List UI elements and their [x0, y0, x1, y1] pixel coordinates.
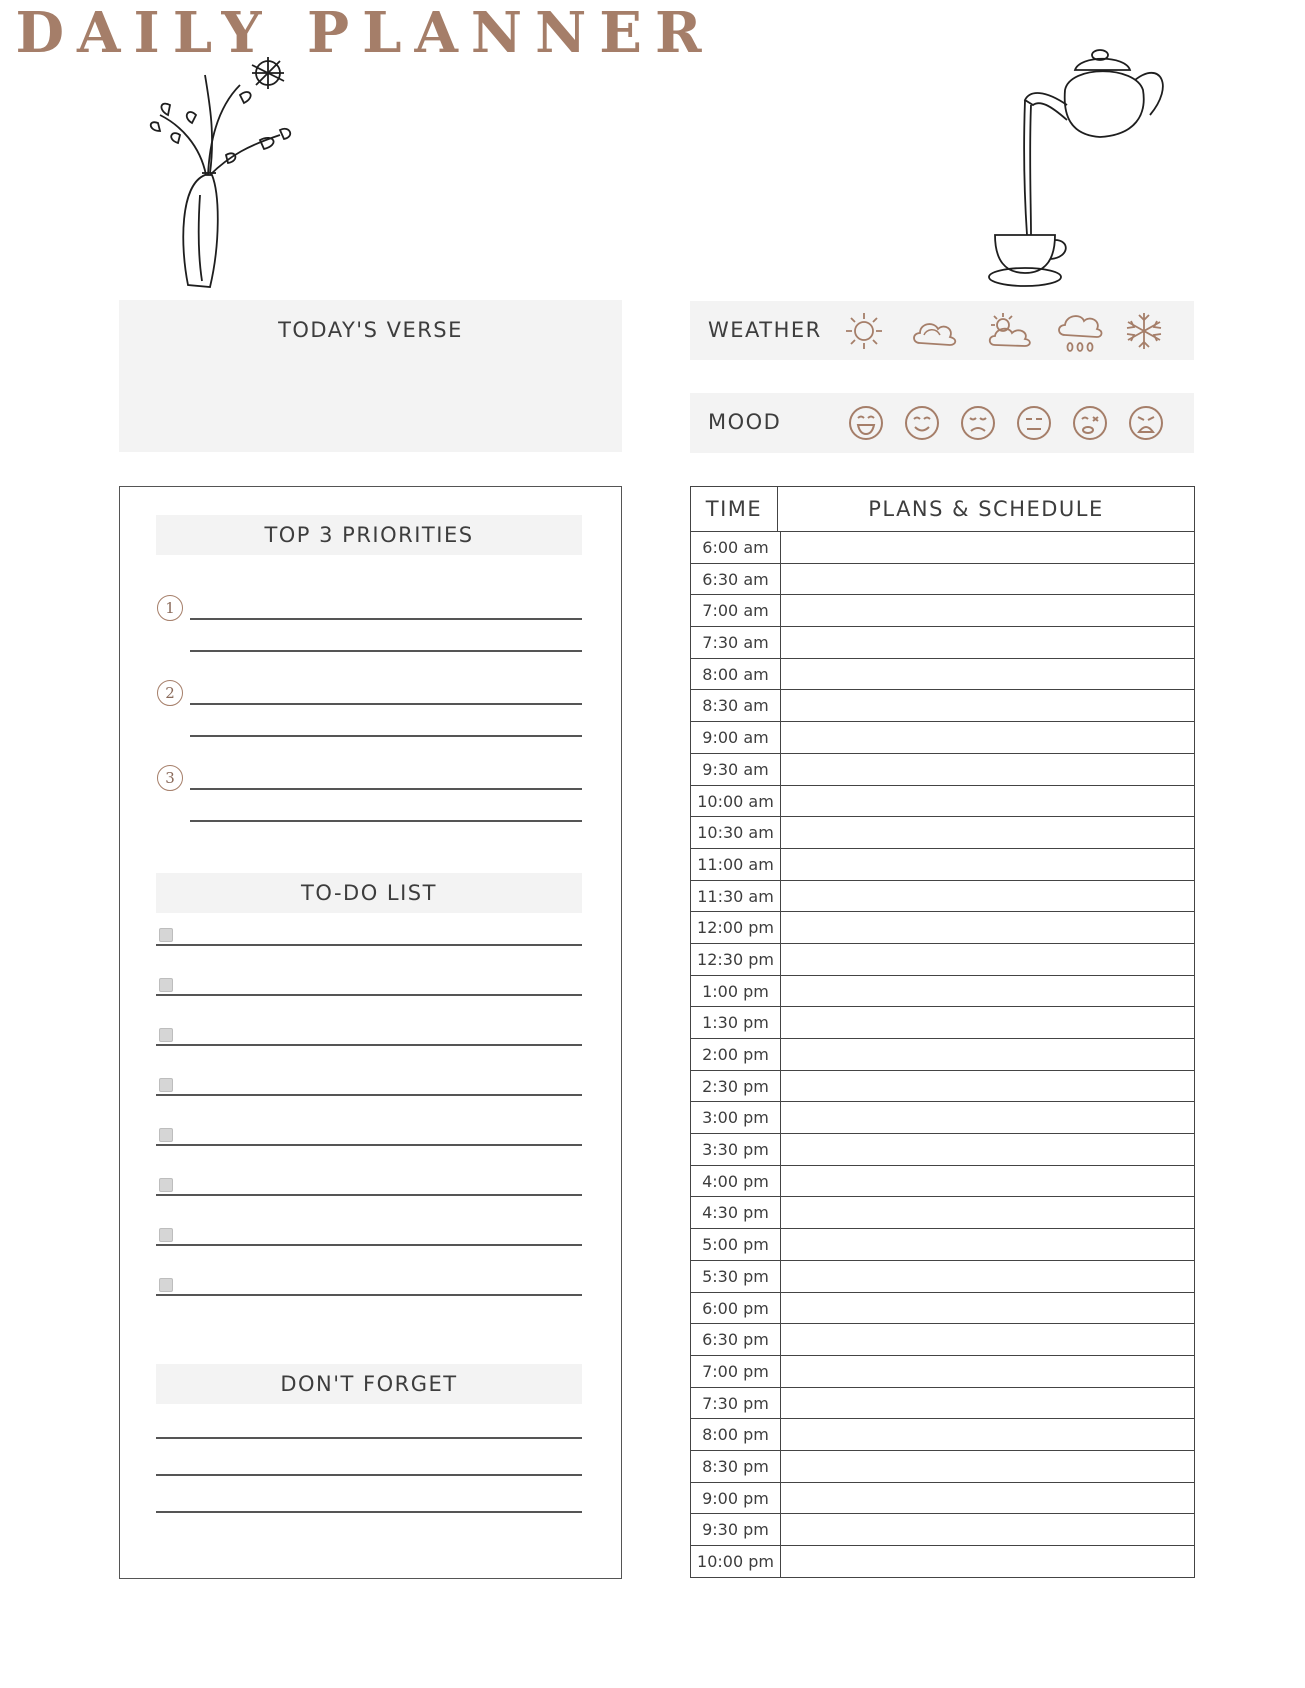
schedule-plan-cell[interactable]	[781, 1419, 1194, 1450]
priority-line-1b[interactable]	[190, 650, 582, 652]
schedule-time: 2:30 pm	[691, 1071, 781, 1102]
schedule-plan-cell[interactable]	[781, 595, 1194, 626]
schedule-time: 8:30 am	[691, 690, 781, 721]
schedule-time: 10:00 pm	[691, 1546, 781, 1577]
schedule-time: 12:00 pm	[691, 912, 781, 943]
verse-label: TODAY'S VERSE	[278, 318, 463, 342]
todo-checkbox[interactable]	[159, 1278, 173, 1292]
schedule-row[interactable]	[691, 1133, 1194, 1165]
schedule-plan-cell[interactable]	[781, 1293, 1194, 1324]
priority-number-1: 1	[157, 595, 183, 621]
schedule-row[interactable]	[691, 721, 1194, 753]
dont-forget-line-2[interactable]	[156, 1474, 582, 1476]
mood-label: MOOD	[708, 410, 782, 434]
todo-header: TO-DO LIST	[156, 873, 582, 913]
schedule-row[interactable]	[691, 785, 1194, 817]
schedule-time: 9:00 pm	[691, 1483, 781, 1514]
laughing-face-icon[interactable]	[847, 404, 885, 442]
priority-line-2b[interactable]	[190, 735, 582, 737]
schedule-time: 2:00 pm	[691, 1039, 781, 1070]
schedule-row[interactable]	[691, 1101, 1194, 1133]
snowflake-icon[interactable]	[1122, 309, 1166, 353]
schedule-plan-cell[interactable]	[781, 1071, 1194, 1102]
todo-line[interactable]	[156, 1144, 582, 1146]
schedule-plan-cell[interactable]	[781, 1546, 1194, 1577]
todo-checkbox[interactable]	[159, 1228, 173, 1242]
todo-checkbox[interactable]	[159, 978, 173, 992]
schedule-time: 9:30 pm	[691, 1514, 781, 1545]
schedule-time: 3:00 pm	[691, 1102, 781, 1133]
schedule-row[interactable]	[691, 1355, 1194, 1387]
schedule-plan-cell[interactable]	[781, 912, 1194, 943]
todo-line[interactable]	[156, 944, 582, 946]
schedule-row[interactable]	[691, 1038, 1194, 1070]
schedule-plan-cell[interactable]	[781, 754, 1194, 785]
page-title: DAILY PLANNER	[15, 0, 715, 66]
schedule-time: 5:00 pm	[691, 1229, 781, 1260]
sad-face-icon[interactable]	[959, 404, 997, 442]
schedule-time: 6:00 pm	[691, 1293, 781, 1324]
schedule-plan-cell[interactable]	[781, 817, 1194, 848]
mood-box	[690, 393, 1194, 453]
schedule-plan-cell[interactable]	[781, 690, 1194, 721]
schedule-time: 3:30 pm	[691, 1134, 781, 1165]
schedule-row[interactable]	[691, 1196, 1194, 1228]
schedule-time: 11:30 am	[691, 881, 781, 912]
schedule-time: 8:30 pm	[691, 1451, 781, 1482]
schedule-time: 11:00 am	[691, 849, 781, 880]
sun-icon[interactable]	[842, 309, 886, 353]
schedule-row[interactable]	[691, 943, 1194, 975]
schedule-time: 7:00 am	[691, 595, 781, 626]
schedule-plan-cell[interactable]	[781, 1261, 1194, 1292]
schedule-plan-cell[interactable]	[781, 659, 1194, 690]
smiling-face-icon[interactable]	[903, 404, 941, 442]
schedule-plan-cell[interactable]	[781, 1197, 1194, 1228]
schedule-time: 6:30 am	[691, 564, 781, 595]
schedule-time: 10:00 am	[691, 786, 781, 817]
dont-forget-header: DON'T FORGET	[156, 1364, 582, 1404]
schedule-plan-cell[interactable]	[781, 786, 1194, 817]
left-panel	[119, 486, 622, 1579]
schedule-time: 4:00 pm	[691, 1166, 781, 1197]
schedule-row[interactable]	[691, 1387, 1194, 1419]
todo-checkbox[interactable]	[159, 1028, 173, 1042]
schedule-plan-cell[interactable]	[781, 1483, 1194, 1514]
schedule-plan-cell[interactable]	[781, 1039, 1194, 1070]
plans-header: PLANS & SCHEDULE	[868, 497, 1104, 521]
schedule-time: 12:30 pm	[691, 944, 781, 975]
schedule-plan-cell[interactable]	[781, 1514, 1194, 1545]
todo-line[interactable]	[156, 1294, 582, 1296]
schedule-time: 6:30 pm	[691, 1324, 781, 1355]
schedule-table	[690, 486, 1195, 1578]
rain-icon[interactable]	[1055, 307, 1105, 355]
schedule-time: 7:00 pm	[691, 1356, 781, 1387]
todo-line[interactable]	[156, 1044, 582, 1046]
verse-box[interactable]	[119, 300, 622, 452]
schedule-row[interactable]	[691, 1228, 1194, 1260]
schedule-row[interactable]	[691, 563, 1194, 595]
todo-checkbox[interactable]	[159, 1078, 173, 1092]
priority-number-3: 3	[157, 765, 183, 791]
schedule-plan-cell[interactable]	[781, 1166, 1194, 1197]
schedule-plan-cell[interactable]	[781, 722, 1194, 753]
schedule-time: 1:30 pm	[691, 1007, 781, 1038]
schedule-row[interactable]	[691, 1418, 1194, 1450]
schedule-row[interactable]	[691, 880, 1194, 912]
schedule-row[interactable]	[691, 1070, 1194, 1102]
dont-forget-line-1[interactable]	[156, 1437, 582, 1439]
schedule-row[interactable]	[691, 594, 1194, 626]
schedule-plan-cell[interactable]	[781, 1102, 1194, 1133]
schedule-row[interactable]	[691, 975, 1194, 1007]
todo-line[interactable]	[156, 1244, 582, 1246]
weather-box	[690, 301, 1194, 360]
schedule-time: 6:00 am	[691, 532, 781, 563]
schedule-row[interactable]	[691, 689, 1194, 721]
schedule-row[interactable]	[691, 531, 1194, 563]
schedule-time: 4:30 pm	[691, 1197, 781, 1228]
cloud-icon[interactable]	[910, 311, 960, 351]
schedule-time: 9:30 am	[691, 754, 781, 785]
schedule-row[interactable]	[691, 816, 1194, 848]
schedule-time: 5:30 pm	[691, 1261, 781, 1292]
schedule-time: 7:30 pm	[691, 1388, 781, 1419]
schedule-row[interactable]	[691, 1450, 1194, 1482]
schedule-time: 1:00 pm	[691, 976, 781, 1007]
schedule-row[interactable]	[691, 848, 1194, 880]
priority-line-1a[interactable]	[190, 618, 582, 620]
priority-line-3a[interactable]	[190, 788, 582, 790]
todo-line[interactable]	[156, 994, 582, 996]
schedule-header-row	[691, 487, 1194, 531]
schedule-time: 7:30 am	[691, 627, 781, 658]
schedule-row[interactable]	[691, 753, 1194, 785]
schedule-plan-cell[interactable]	[781, 881, 1194, 912]
dont-forget-line-3[interactable]	[156, 1511, 582, 1513]
schedule-plan-cell[interactable]	[781, 1388, 1194, 1419]
neutral-face-icon[interactable]	[1015, 404, 1053, 442]
todo-checkbox[interactable]	[159, 1128, 173, 1142]
schedule-row[interactable]	[691, 1260, 1194, 1292]
schedule-plan-cell[interactable]	[781, 627, 1194, 658]
priority-number-2: 2	[157, 680, 183, 706]
flower-vase-illustration-icon	[140, 45, 320, 295]
schedule-row[interactable]	[691, 626, 1194, 658]
schedule-row[interactable]	[691, 1513, 1194, 1545]
schedule-row[interactable]	[691, 1165, 1194, 1197]
schedule-time: 8:00 am	[691, 659, 781, 690]
schedule-row[interactable]	[691, 1292, 1194, 1324]
priorities-header: TOP 3 PRIORITIES	[156, 515, 582, 555]
todo-line[interactable]	[156, 1094, 582, 1096]
schedule-plan-cell[interactable]	[781, 1356, 1194, 1387]
schedule-row[interactable]	[691, 1482, 1194, 1514]
schedule-plan-cell[interactable]	[781, 564, 1194, 595]
schedule-plan-cell[interactable]	[781, 1229, 1194, 1260]
todo-checkbox[interactable]	[159, 928, 173, 942]
partly-cloudy-icon[interactable]	[985, 309, 1035, 353]
priority-line-2a[interactable]	[190, 703, 582, 705]
teapot-cup-illustration-icon	[985, 35, 1185, 295]
schedule-row[interactable]	[691, 1545, 1194, 1577]
schedule-plan-cell[interactable]	[781, 976, 1194, 1007]
priority-line-3b[interactable]	[190, 820, 582, 822]
schedule-row[interactable]	[691, 1006, 1194, 1038]
angry-face-icon[interactable]	[1127, 404, 1165, 442]
todo-line[interactable]	[156, 1194, 582, 1196]
schedule-plan-cell[interactable]	[781, 1451, 1194, 1482]
schedule-plan-cell[interactable]	[781, 532, 1194, 563]
winking-face-icon[interactable]	[1071, 404, 1109, 442]
schedule-time: 8:00 pm	[691, 1419, 781, 1450]
schedule-plan-cell[interactable]	[781, 1134, 1194, 1165]
time-header: TIME	[691, 487, 778, 531]
schedule-plan-cell[interactable]	[781, 944, 1194, 975]
schedule-plan-cell[interactable]	[781, 1007, 1194, 1038]
schedule-plan-cell[interactable]	[781, 849, 1194, 880]
schedule-plan-cell[interactable]	[781, 1324, 1194, 1355]
schedule-rows	[691, 531, 1194, 1577]
schedule-row[interactable]	[691, 911, 1194, 943]
schedule-row[interactable]	[691, 658, 1194, 690]
schedule-time: 10:30 am	[691, 817, 781, 848]
weather-label: WEATHER	[708, 318, 822, 342]
schedule-row[interactable]	[691, 1323, 1194, 1355]
todo-checkbox[interactable]	[159, 1178, 173, 1192]
schedule-time: 9:00 am	[691, 722, 781, 753]
